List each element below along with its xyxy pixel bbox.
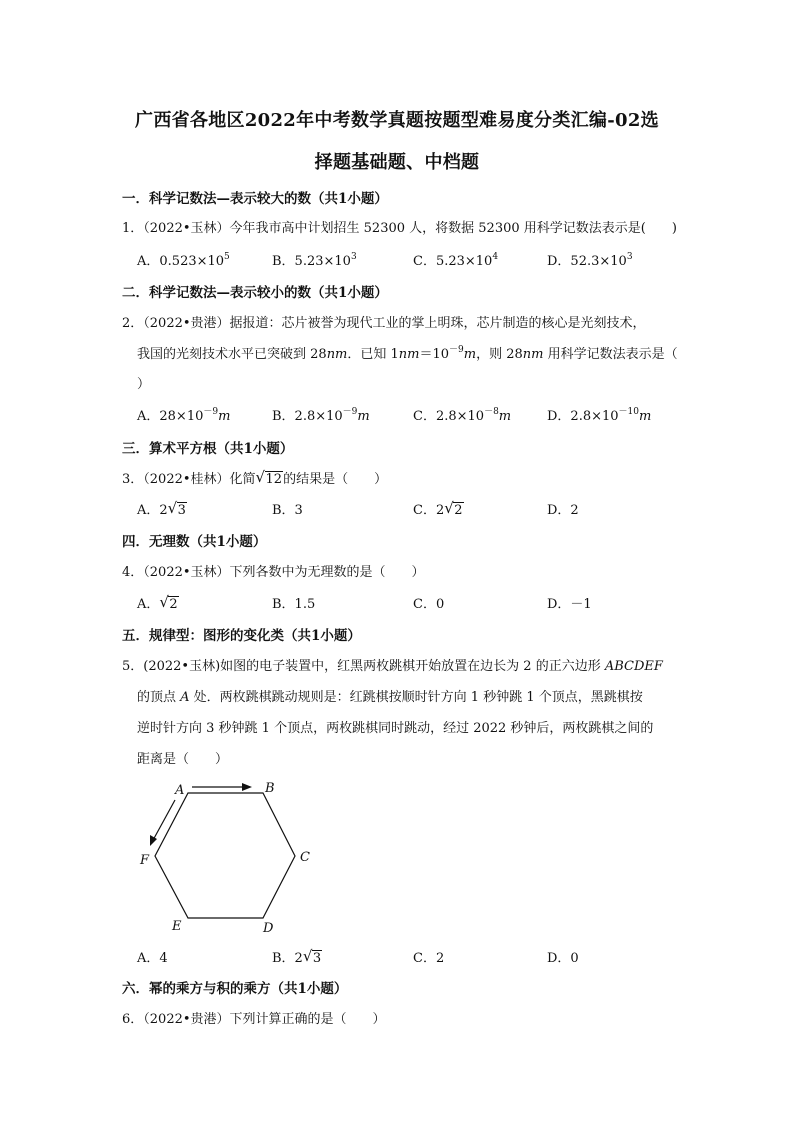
question-3-stem: 3．（2022•桂林）化简 √ 12的结果是（ ） [122, 468, 388, 487]
q4-option-b: B．1.5 [272, 597, 316, 612]
arrow-counterclockwise [152, 800, 175, 842]
arrow-head-right [242, 783, 252, 791]
q3-option-a: A．2 √ 3 [137, 499, 186, 518]
q3-option-c: C．2 √ 2 [413, 499, 463, 518]
question-2-stem-line-2: 我国的光刻技术水平已突破到 28nm．已知 $1nm=10^{-9}m$，则 28nm 用科学记数法表示是（ [137, 345, 678, 362]
vertex-label-e: E [172, 919, 182, 934]
arrow-head-down-left [150, 835, 157, 846]
q5-option-a: A．4 [137, 951, 168, 966]
question-5-stem-line-3: 逆时针方向 3 秒钟跳 1 个顶点，两枚跳棋同时跳动，经过 2022 秒钟后，两枚跳棋之间的 [137, 721, 654, 736]
section-heading-6: 六．幂的乘方与积的乘方（共1小题） [122, 981, 348, 997]
q1-option-a: A．$0.523\times 10^5$ [137, 252, 230, 269]
vertex-label-f: F [140, 853, 150, 868]
q5-option-d: D．0 [547, 951, 579, 966]
question-2-stem-line-1: 2．（2022•贵港）据报道：芯片被誉为现代工业的掌上明珠，芯片制造的核心是光刻技术， [122, 316, 646, 331]
q5-option-c: C．2 [413, 951, 445, 966]
q2-option-a: A．$28\times 10^{-9}m$ [137, 407, 231, 424]
title-line-1: 广西省各地区2022年中考数学真题按题型难易度分类汇编-02选 [135, 110, 659, 131]
section-heading-2: 二．科学记数法—表示较小的数（共1小题） [122, 285, 388, 301]
question-5-stem-line-1: 5．(2022•玉林)如图的电子装置中，红黑两枚跳棋开始放置在边长为 2 的正六边形 ABCDEF [122, 659, 663, 674]
q2-option-d: D．$2.8\times 10^{-10}m$ [547, 407, 652, 424]
q5-option-b: B．2 √ 3 [272, 947, 322, 966]
vertex-label-c: C [300, 850, 310, 865]
q3-option-b: B．3 [272, 503, 303, 518]
question-4-stem: 4．（2022•玉林）下列各数中为无理数的是（ ） [122, 565, 425, 580]
q4-option-c: C．0 [413, 597, 445, 612]
question-5-stem-line-2: 的顶点 A 处．两枚跳棋跳动规则是：红跳棋按顺时针方向 1 秒钟跳 1 个顶点，黑跳棋按 [137, 690, 643, 705]
question-1-stem: 1．（2022•玉林）今年我市高中计划招生 52300 人，将数据 52300 用科学记数法表示是( ) [122, 221, 677, 236]
section-heading-5: 五．规律型：图形的变化类（共1小题） [122, 628, 361, 644]
hexagon-shape [155, 793, 295, 918]
q1-option-d: D．$52.3\times 10^3$ [547, 252, 633, 269]
q2-option-c: C．$2.8\times 10^{-8}m$ [413, 407, 512, 424]
question-2-stem-line-3: ） [137, 377, 151, 392]
vertex-label-b: B [265, 781, 275, 796]
q1-option-c: C．$5.23\times 10^4$ [413, 252, 499, 269]
vertex-label-d: D [263, 921, 274, 936]
question-6-stem: 6．（2022•贵港）下列计算正确的是（ ） [122, 1012, 386, 1027]
q3-option-d: D．2 [547, 503, 579, 518]
section-heading-4: 四．无理数（共1小题） [122, 534, 267, 550]
hexagon-figure [130, 776, 330, 936]
question-5-stem-line-4: 距离是（ ） [137, 752, 229, 767]
title-line-2: 择题基础题、中档题 [314, 152, 480, 173]
q2-option-b: B．$2.8\times 10^{-9}m$ [272, 407, 370, 424]
sqrt-symbol: √ 12 [255, 468, 283, 487]
section-heading-3: 三．算术平方根（共1小题） [122, 441, 294, 457]
section-heading-1: 一．科学记数法—表示较大的数（共1小题） [122, 191, 388, 207]
q1-option-b: B．$5.23\times 10^3$ [272, 252, 357, 269]
q4-option-a: A． √ 2 [137, 593, 178, 612]
vertex-label-a: A [175, 783, 185, 798]
q4-option-d: D．－1 [547, 597, 592, 612]
